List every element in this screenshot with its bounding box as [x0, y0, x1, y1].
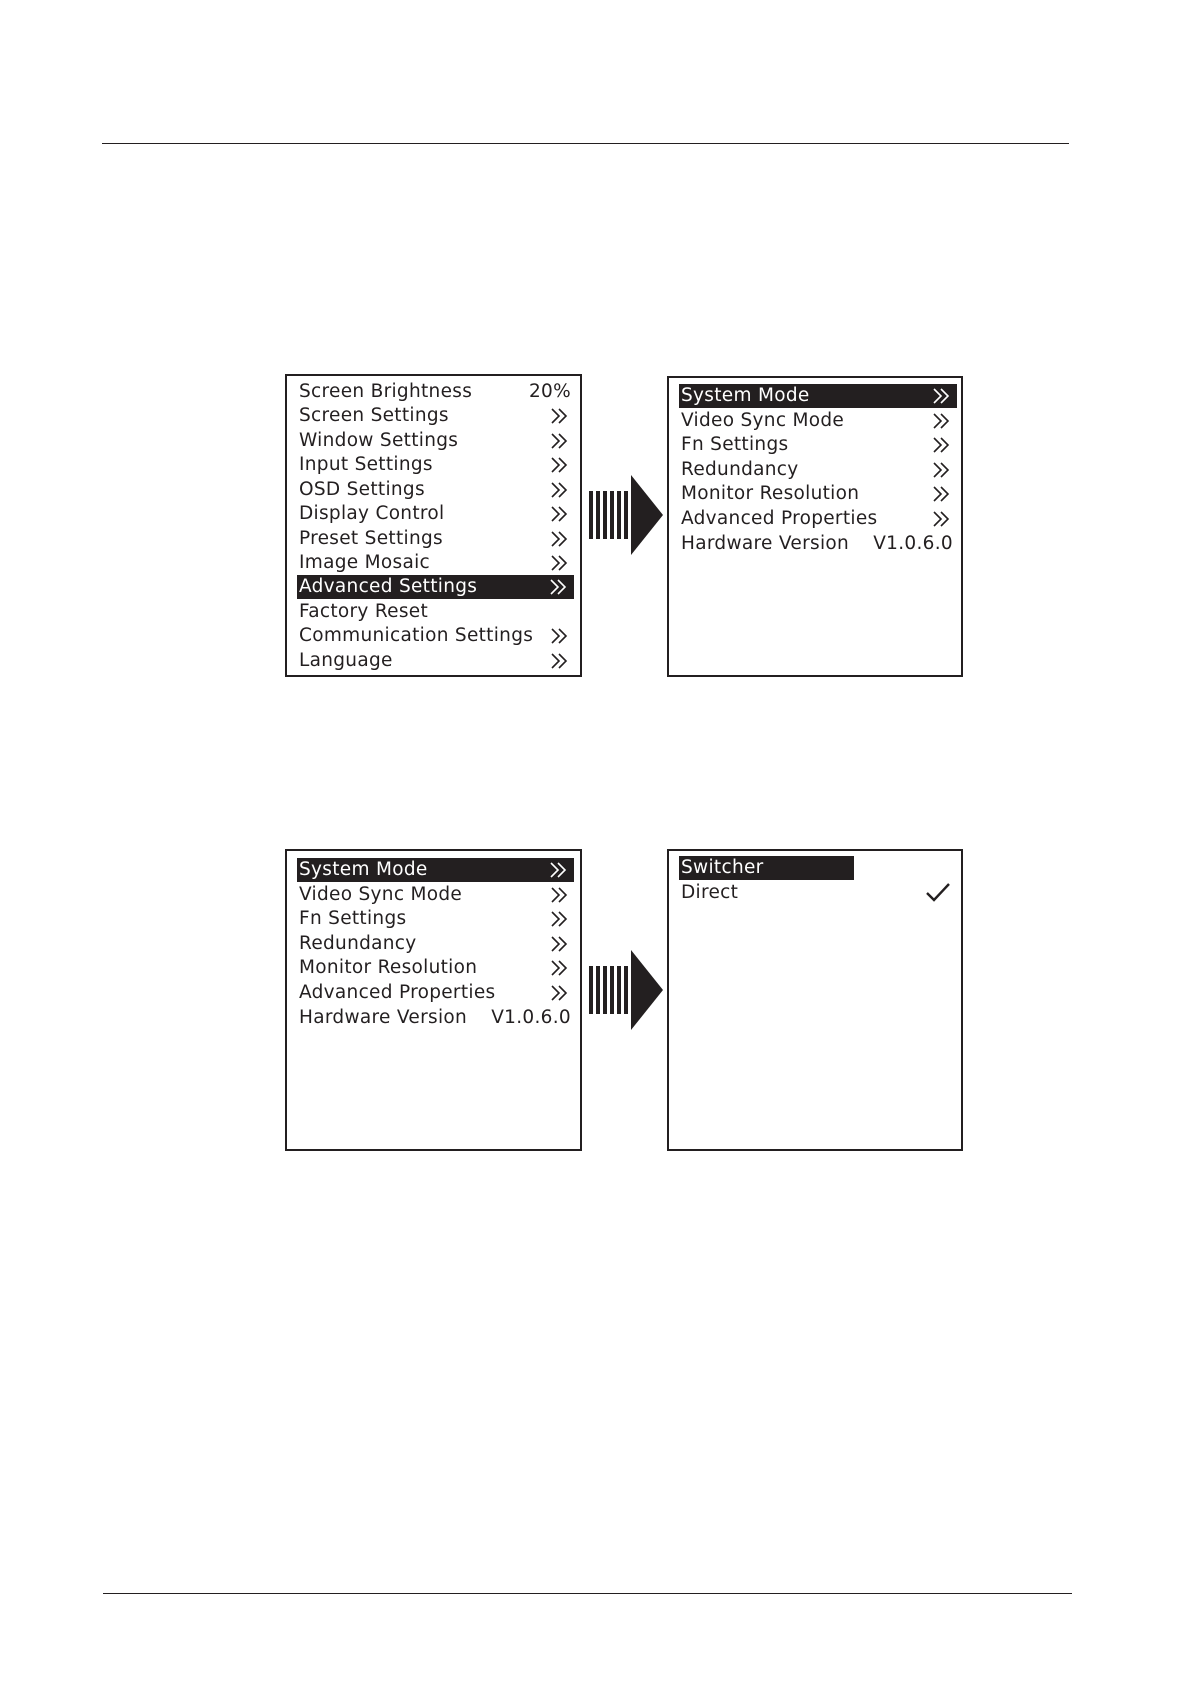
- menu-item-label: Language: [299, 650, 393, 671]
- double-chevron-right-icon: [551, 936, 569, 952]
- menu-item-label: Redundancy: [299, 933, 417, 954]
- main-menu-panel: [285, 374, 582, 677]
- double-chevron-right-icon: [933, 462, 951, 478]
- menu-item-video-sync-mode[interactable]: [297, 883, 575, 907]
- menu-item-fn-settings[interactable]: [297, 907, 575, 931]
- menu-item-label: Redundancy: [681, 459, 799, 480]
- menu-item-label: System Mode: [681, 385, 810, 406]
- header-rule: [102, 143, 1069, 144]
- menu-item-label: Switcher: [681, 857, 764, 878]
- double-chevron-right-icon: [551, 408, 569, 424]
- menu-item-language[interactable]: [297, 649, 575, 673]
- double-chevron-right-icon: [551, 482, 569, 498]
- menu-item-video-sync-mode[interactable]: [679, 409, 957, 433]
- menu-item-display-control[interactable]: [297, 502, 575, 526]
- menu-item-monitor-resolution[interactable]: [297, 956, 575, 980]
- menu-item-label: Video Sync Mode: [681, 410, 845, 431]
- double-chevron-right-icon: [551, 911, 569, 927]
- menu-item-label: System Mode: [299, 859, 428, 880]
- menu-item-label: Monitor Resolution: [681, 483, 860, 504]
- menu-item-label: Advanced Settings: [299, 576, 478, 597]
- double-chevron-right-icon: [933, 413, 951, 429]
- double-chevron-right-icon: [551, 457, 569, 473]
- menu-item-label: Display Control: [299, 503, 445, 524]
- menu-item-label: Communication Settings: [299, 625, 534, 646]
- checkmark-icon: [925, 882, 951, 904]
- menu-item-screen-settings[interactable]: [297, 404, 575, 428]
- menu-item-label: Factory Reset: [299, 601, 429, 622]
- menu-item-label: Advanced Properties: [681, 508, 878, 529]
- double-chevron-right-icon: [550, 862, 568, 878]
- menu-item-label: Advanced Properties: [299, 982, 496, 1003]
- menu-item-label: Screen Brightness: [299, 381, 473, 402]
- menu-item-label: Window Settings: [299, 430, 459, 451]
- double-chevron-right-icon: [551, 555, 569, 571]
- menu-item-label: Preset Settings: [299, 528, 443, 549]
- double-chevron-right-icon: [933, 437, 951, 453]
- double-chevron-right-icon: [933, 388, 951, 404]
- double-chevron-right-icon: [551, 653, 569, 669]
- menu-item-label: Fn Settings: [681, 434, 789, 455]
- menu-item-hardware-version: [679, 532, 957, 556]
- double-chevron-right-icon: [551, 985, 569, 1001]
- menu-item-label: Input Settings: [299, 454, 433, 475]
- hardware-version-value: V1.0.6.0: [873, 533, 953, 554]
- menu-item-osd-settings[interactable]: [297, 478, 575, 502]
- menu-item-input-settings[interactable]: [297, 453, 575, 477]
- menu-item-label: Monitor Resolution: [299, 957, 478, 978]
- striped-arrow-right-icon: [589, 475, 663, 555]
- menu-item-label: Hardware Version: [681, 533, 850, 554]
- menu-item-label: Video Sync Mode: [299, 884, 463, 905]
- advanced-settings-menu-panel: [667, 376, 963, 677]
- menu-item-preset-settings[interactable]: [297, 527, 575, 551]
- menu-item-redundancy[interactable]: [679, 458, 957, 482]
- menu-item-window-settings[interactable]: [297, 429, 575, 453]
- menu-item-redundancy[interactable]: [297, 932, 575, 956]
- double-chevron-right-icon: [551, 506, 569, 522]
- menu-item-communication-settings[interactable]: [297, 624, 575, 648]
- double-chevron-right-icon: [551, 960, 569, 976]
- double-chevron-right-icon: [933, 486, 951, 502]
- menu-item-monitor-resolution[interactable]: [679, 482, 957, 506]
- menu-item-system-mode[interactable]: [297, 858, 574, 882]
- double-chevron-right-icon: [551, 531, 569, 547]
- footer-rule: [103, 1593, 1072, 1594]
- double-chevron-right-icon: [933, 511, 951, 527]
- menu-item-advanced-properties[interactable]: [297, 981, 575, 1005]
- double-chevron-right-icon: [551, 887, 569, 903]
- striped-arrow-right-icon: [589, 950, 663, 1030]
- menu-item-label: Fn Settings: [299, 908, 407, 929]
- hardware-version-value: V1.0.6.0: [491, 1007, 571, 1028]
- menu-item-advanced-settings[interactable]: [297, 575, 574, 599]
- menu-item-label: Direct: [681, 882, 739, 903]
- menu-item-factory-reset[interactable]: [297, 600, 575, 624]
- menu-item-hardware-version: [297, 1006, 575, 1030]
- menu-item-label: Screen Settings: [299, 405, 449, 426]
- menu-item-label: OSD Settings: [299, 479, 425, 500]
- brightness-value: 20%: [528, 381, 571, 402]
- menu-item-label: Hardware Version: [299, 1007, 468, 1028]
- menu-item-switcher[interactable]: [679, 856, 854, 880]
- menu-item-advanced-properties[interactable]: [679, 507, 957, 531]
- menu-item-fn-settings[interactable]: [679, 433, 957, 457]
- menu-item-screen-brightness[interactable]: [297, 380, 575, 404]
- menu-item-image-mosaic[interactable]: [297, 551, 575, 575]
- menu-item-direct[interactable]: [679, 881, 957, 905]
- menu-item-system-mode[interactable]: [679, 384, 957, 408]
- double-chevron-right-icon: [551, 433, 569, 449]
- menu-item-label: Image Mosaic: [299, 552, 430, 573]
- advanced-settings-menu-panel-2: [285, 849, 582, 1151]
- double-chevron-right-icon: [551, 628, 569, 644]
- system-mode-menu-panel: [667, 849, 963, 1151]
- double-chevron-right-icon: [550, 579, 568, 595]
